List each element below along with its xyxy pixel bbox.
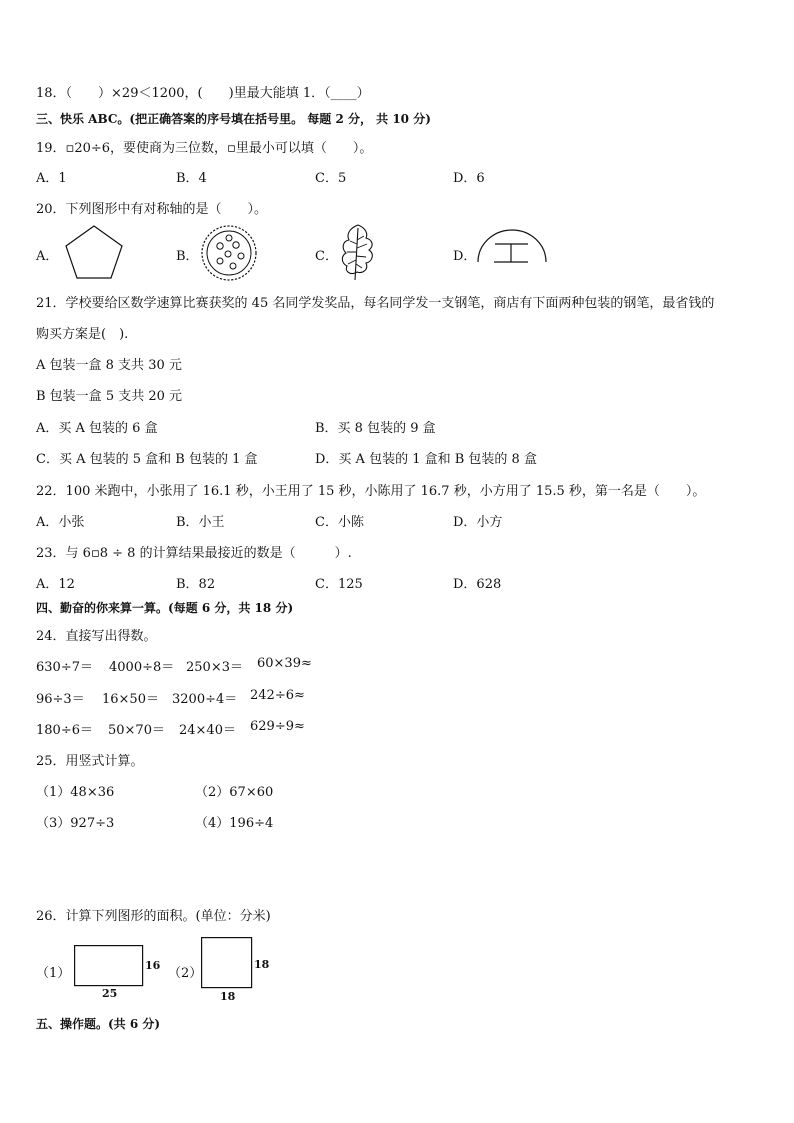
rectangle-figure <box>74 945 144 987</box>
q20-label-d: D． <box>453 249 477 264</box>
q26-stem: 26．计算下列图形的面积。(单位：分米) <box>36 909 271 924</box>
q24-r1-c1: 630÷7＝ <box>36 660 93 675</box>
q24-r3-c4: 629÷9≈ <box>250 719 305 734</box>
q24-r1-c3: 250×3＝ <box>186 660 243 675</box>
q22-option-a: A．小张 <box>36 515 85 530</box>
q19-option-c: C．5 <box>315 171 347 186</box>
section-5-title: 五、操作题。(共 6 分) <box>36 1017 161 1031</box>
q24-r1-c4: 60×39≈ <box>257 656 312 671</box>
q26-label-2: （2） <box>168 966 203 981</box>
q23-stem: 23．与 6▫8 ÷ 8 的计算结果最接近的数是（ ）. <box>36 546 352 561</box>
q24-r3-c2: 50×70＝ <box>108 723 165 738</box>
pentagon-figure <box>63 223 125 281</box>
q23-option-d: D．628 <box>453 577 502 592</box>
q20-stem: 20．下列图形中有对称轴的是（ ）。 <box>36 202 268 217</box>
section-3-title: 三、快乐 ABC。(把正确答案的序号填在括号里。 每题 2 分， 共 10 分) <box>36 112 431 126</box>
q24-r2-c3: 3200÷4＝ <box>172 692 238 707</box>
q25-item-2: （2）67×60 <box>195 785 274 800</box>
arch-figure <box>476 226 548 266</box>
q21-option-c: C．买 A 包装的 5 盒和 B 包装的 1 盒 <box>36 452 258 467</box>
q24-r2-c1: 96÷3＝ <box>36 692 85 707</box>
q22-option-d: D．小方 <box>453 515 503 530</box>
q23-option-b: B．82 <box>176 577 216 592</box>
cookie-figure <box>200 224 258 282</box>
q20-label-c: C． <box>315 249 338 264</box>
section-4-title: 四、勤奋的你来算一算。(每题 6 分，共 18 分) <box>36 601 294 615</box>
square-bottom-label: 18 <box>220 990 236 1003</box>
q21-option-a: A．买 A 包装的 6 盒 <box>36 421 158 436</box>
q20-label-a: A． <box>36 249 59 264</box>
q21-pack-b: B 包装一盒 5 支共 20 元 <box>36 389 183 404</box>
q22-stem: 22．100 米跑中，小张用了 16.1 秒，小王用了 15 秒，小陈用了 16.7 秒，小方用了 15.5 秒，第一名是（ ）。 <box>36 484 706 499</box>
q24-r3-c1: 180÷6＝ <box>36 723 93 738</box>
q21-stem-line2: 购买方案是( ). <box>36 327 129 342</box>
q19-option-b: B．4 <box>176 171 207 186</box>
q24-r2-c4: 242÷6≈ <box>250 688 305 703</box>
q25-item-1: （1）48×36 <box>36 785 115 800</box>
q24-r3-c3: 24×40＝ <box>179 723 236 738</box>
q26-label-1: （1） <box>36 966 71 981</box>
q23-option-c: C．125 <box>315 577 363 592</box>
q25-item-4: （4）196÷4 <box>195 816 274 831</box>
q21-pack-a: A 包装一盒 8 支共 30 元 <box>36 358 182 373</box>
square-side-label: 18 <box>254 958 270 971</box>
rectangle-bottom-label: 25 <box>102 987 118 1000</box>
q21-option-d: D．买 A 包装的 1 盒和 B 包装的 8 盒 <box>315 452 537 467</box>
q21-option-b: B．买 8 包装的 9 盒 <box>315 421 436 436</box>
q19-option-a: A．1 <box>36 171 67 186</box>
square-figure <box>201 937 253 989</box>
q25-item-3: （3）927÷3 <box>36 816 115 831</box>
q24-r1-c2: 4000÷8＝ <box>109 660 175 675</box>
q21-stem-line1: 21．学校要给区数学速算比赛获奖的 45 名同学发奖品，每名同学发一支钢笔，商店有下面两种包装的钢笔，最省钱的 <box>36 296 715 311</box>
q19-stem: 19．▫20÷6，要使商为三位数，▫里最小可以填（ ）。 <box>36 141 373 156</box>
q23-option-a: A．12 <box>36 577 75 592</box>
q19-option-d: D．6 <box>453 171 485 186</box>
rectangle-side-label: 16 <box>145 959 161 972</box>
q25-stem: 25．用竖式计算。 <box>36 754 144 769</box>
q18: 18．（ ）×29＜1200，( )里最大能填 1．（____） <box>36 86 370 101</box>
q20-label-b: B． <box>176 249 199 264</box>
q24-r2-c2: 16×50＝ <box>102 692 159 707</box>
q22-option-b: B．小王 <box>176 515 225 530</box>
q24-stem: 24．直接写出得数。 <box>36 629 157 644</box>
leaf-figure <box>338 222 378 282</box>
q22-option-c: C．小陈 <box>315 515 364 530</box>
